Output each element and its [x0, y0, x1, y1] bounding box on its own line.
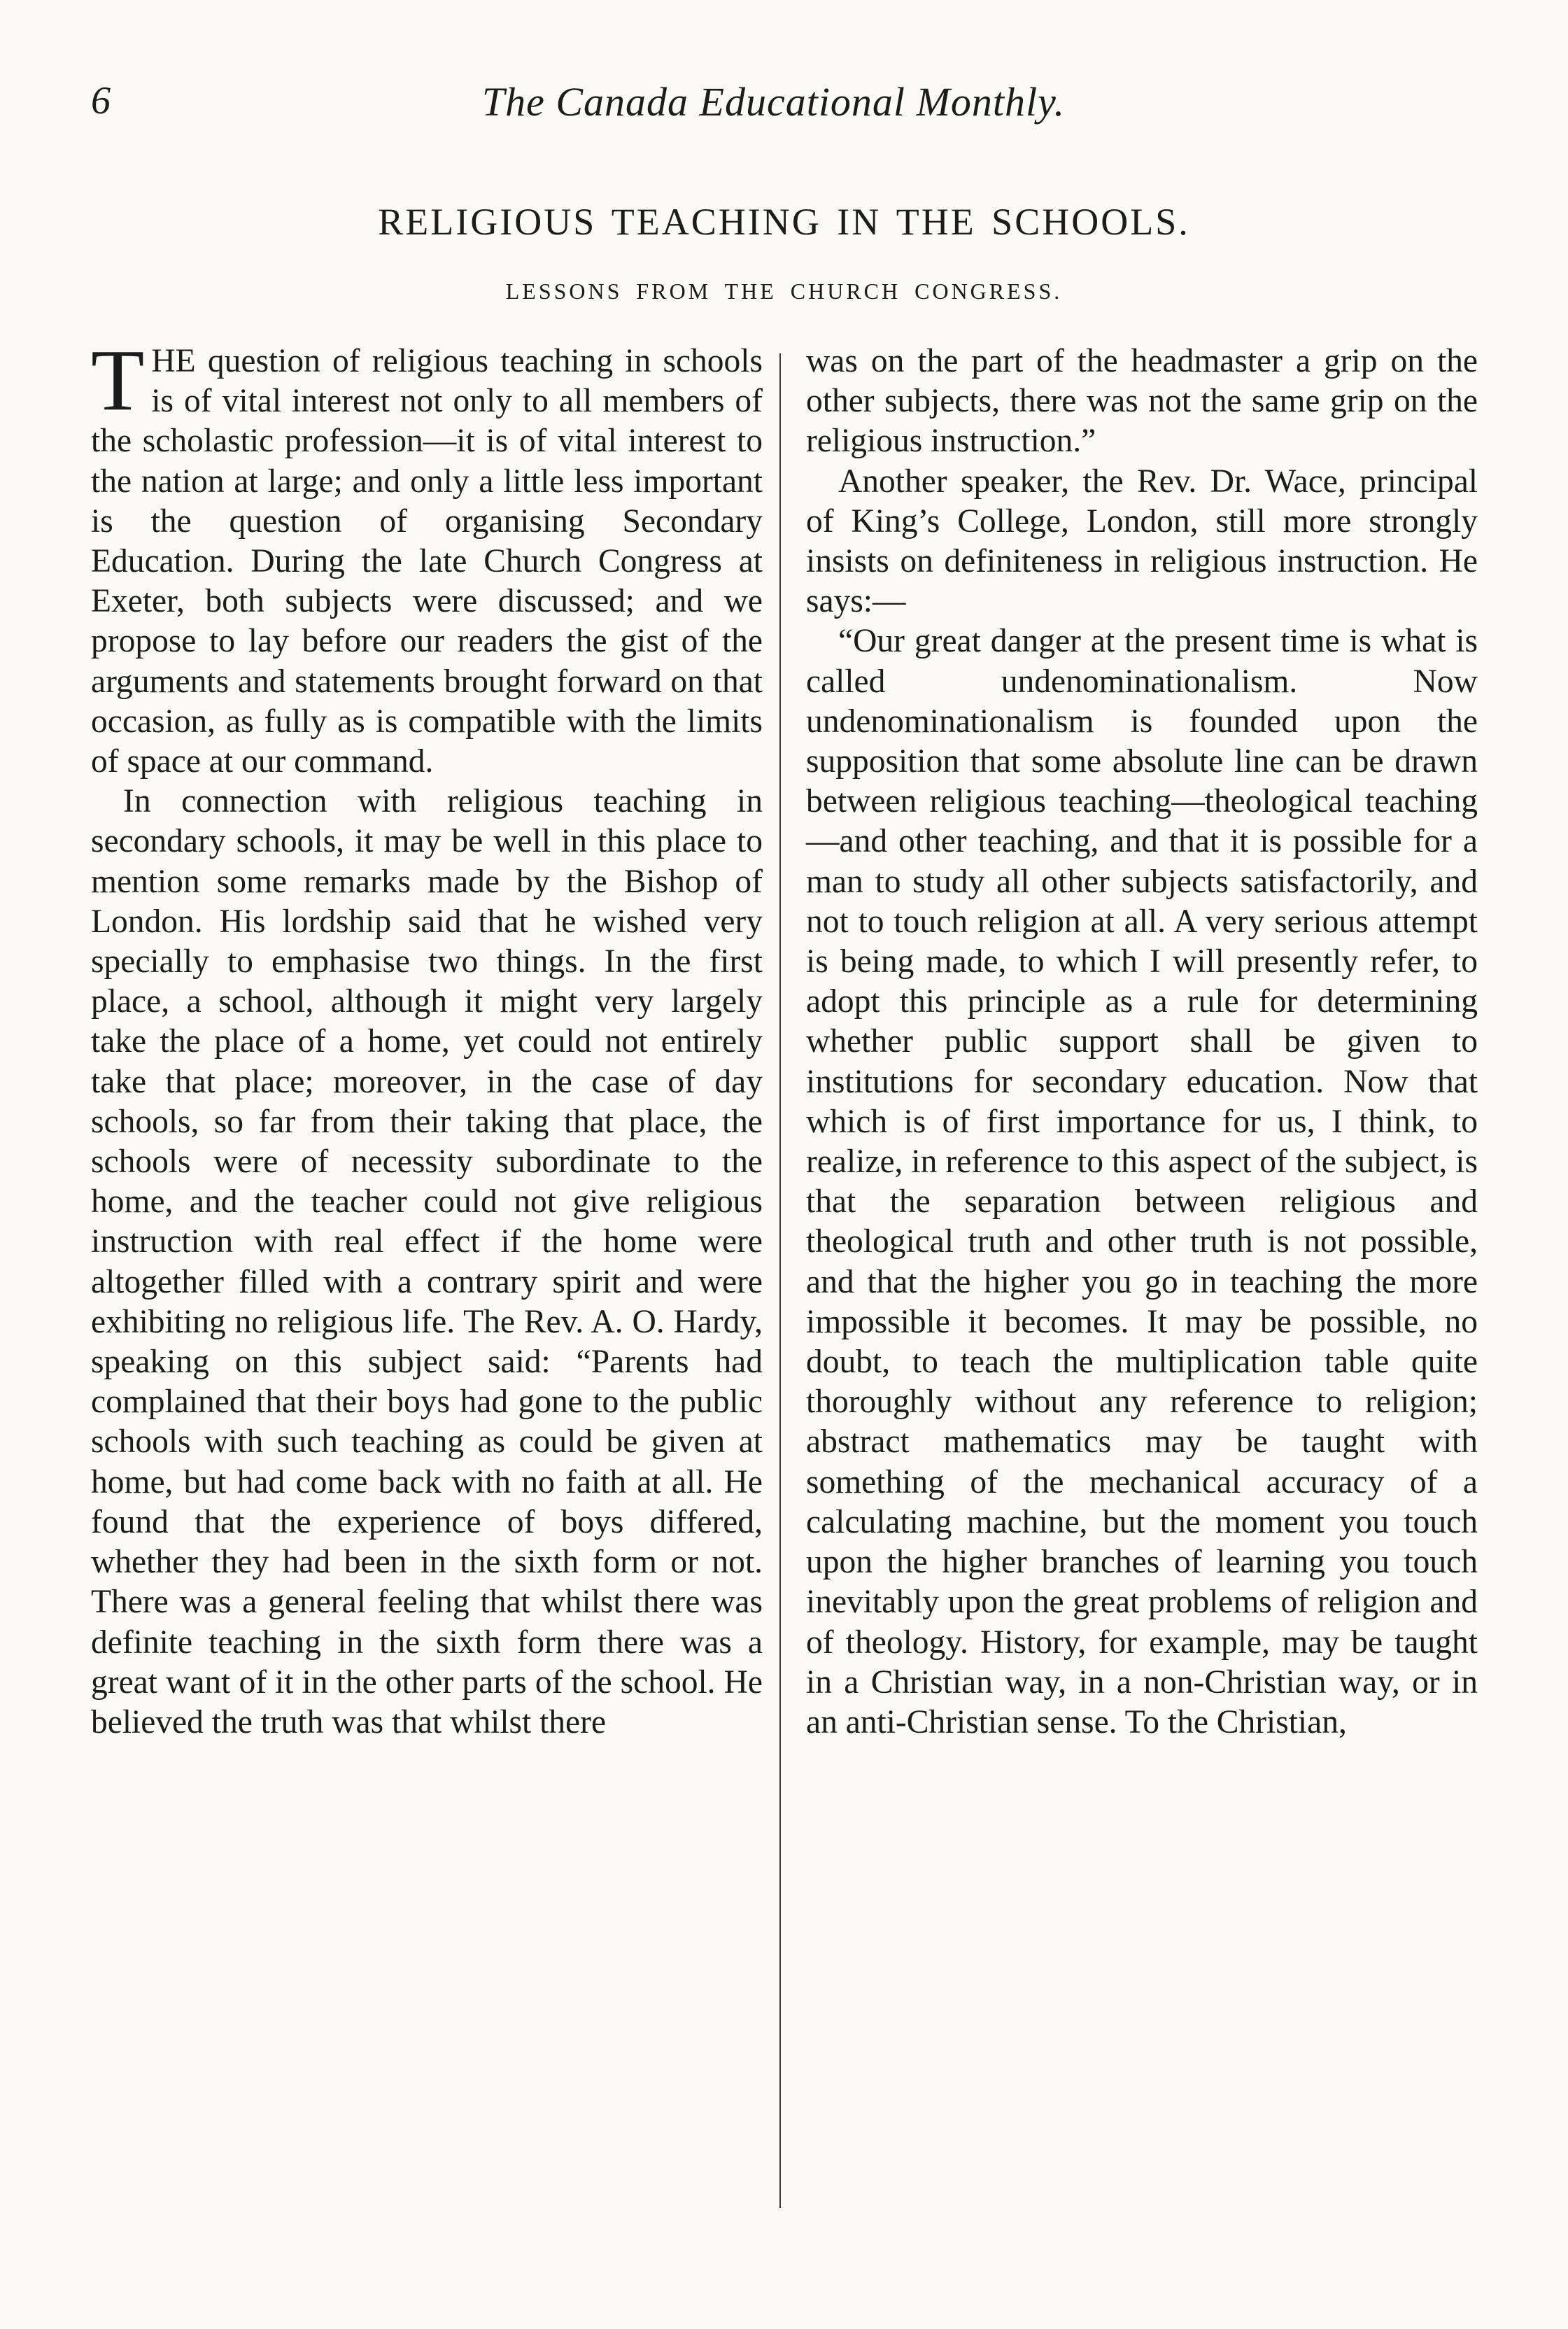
running-header — [91, 78, 1456, 134]
paragraph: In connection with religious teaching in secondary schools, it may be well in this place to mention some remarks made by the Bishop of London. His lordship said that he wished very specially to emphasise two things. In the first place, a school, although it might very largely take the place of a home, yet could not entirely take that place; moreover, in the case of day schools, so far from their taking that place, the schools were of necessity subordinate to the home, and the teacher could not give religious instruction with real effect if the home were altogether filled with a contrary spirit and were exhibiting no religious life. The Rev. A. O. Hardy, speaking on this subject said: “Parents had complained that their boys had gone to the public schools with such teaching as could be given at home, but had come back with no faith at all. He found that the experience of boys differed, whether they had been in the sixth form or not. There was a general feeling that whilst there was definite teaching in the sixth form there was a great want of it in the other parts of the school. He believed the truth was that whilst there — [91, 783, 763, 1740]
article-title: RELIGIOUS TEACHING IN THE SCHOOLS. — [378, 201, 1190, 243]
paragraph — [91, 332, 763, 782]
right-column — [806, 342, 1478, 1743]
article-subtitle: LESSONS FROM THE CHURCH CONGRESS. — [505, 279, 1063, 304]
paragraph: Another speaker, the Rev. Dr. Wace, principal of King’s College, London, still more strongly insists on definiteness in religious instruction. He says:— — [806, 463, 1478, 620]
column-divider — [779, 353, 781, 2208]
journal-title: The Canada Educational Monthly. — [481, 79, 1066, 125]
paragraph: “Our great danger at the present time is what is called undenominationalism. Now undenominationalism is founded upon the supposition that some absolute line can be drawn between religious teaching—theological teaching—and other teaching, and that it is possible for a man to study all other subjects satisfactorily, and not to touch religion at all. A very serious attempt is being made, to which I will presently refer, to adopt this principle as a rule for determining whether public support shall be given to institutions for secondary education. Now that which is of first importance for us, I think, to realize, in reference to this aspect of the subject, is that the separation between religious and theological truth and other truth is not possible, and that the higher you go in teaching the more impossible it becomes. It may be possible, no doubt, to teach the multiplication table quite thoroughly without any reference to religion; abstract mathematics may be taught with something of the mechanical accuracy of a calculating machine, but the moment you touch upon the higher branches of learning you touch inevitably upon the great problems of religion and of theology. History, for example, may be taught in a Christian way, in a non-Christian way, or in an anti-Christian sense. To the Christian, — [806, 623, 1478, 1740]
left-column — [91, 332, 763, 1743]
page-number: 6 — [91, 79, 111, 122]
paragraph: was on the part of the headmaster a grip on the other subjects, there was not the same grip on the religious instruction.” — [806, 343, 1478, 460]
drop-cap: T — [91, 332, 145, 429]
paragraph-text: HE question of religious teaching in schools is of vital interest not only to all members of the scholastic profession—it is of vital interest to the nation at large; and only a little less important is the question of organising Secondary Education. During the late Church Congress at Exeter, both subjects were discussed; and we propose to lay before our readers the gist of the arguments and statements brought forward on that occasion, as fully as is compatible with the limits of space at our command. — [91, 343, 763, 780]
